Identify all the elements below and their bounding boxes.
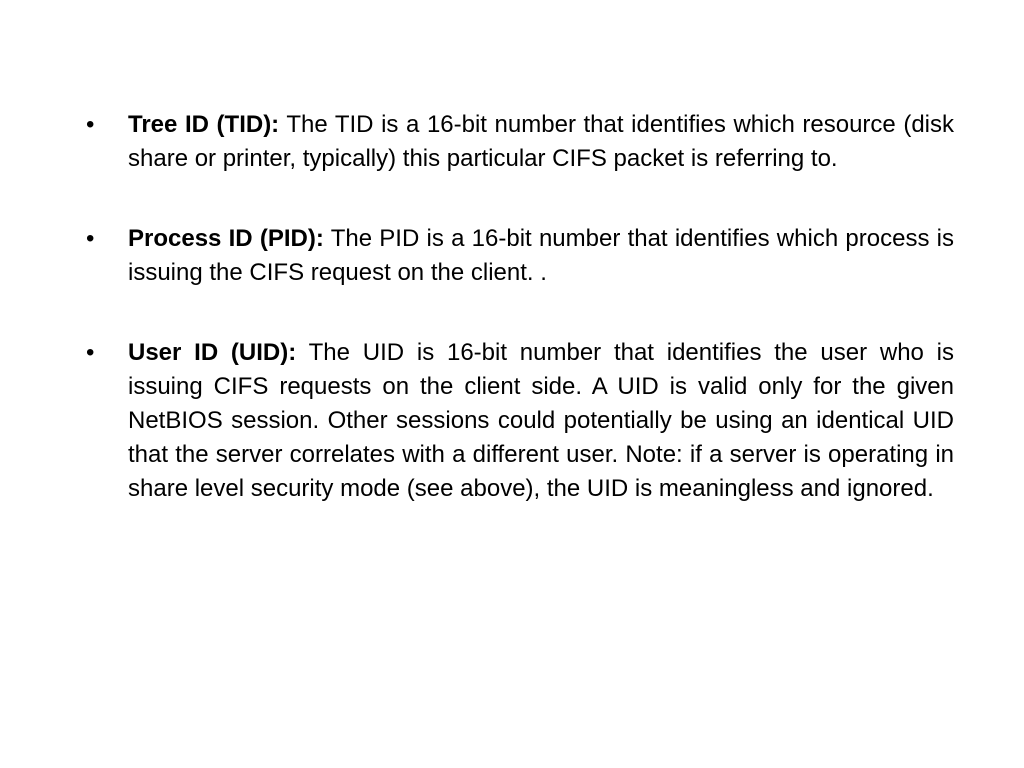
bullet-marker: • bbox=[86, 111, 95, 138]
bullet-term: Process ID (PID): bbox=[128, 225, 324, 252]
bullet-item-pid bbox=[84, 222, 954, 290]
bullet-description: The TID is a 16-bit number that identifies which resource (disk share or printer, typically) this particular CIFS packet is referring to. bbox=[128, 111, 955, 172]
bullet-description: The PID is a 16-bit number that identifies which process is issuing the CIFS request on the client. . bbox=[128, 225, 955, 286]
bullet-marker: • bbox=[86, 339, 95, 366]
bullet-item-tid bbox=[84, 108, 954, 176]
bullet-list bbox=[84, 108, 954, 506]
bullet-description: The UID is 16-bit number that identifies the user who is issuing CIFS requests on the client side. A UID is valid only for the given NetBIOS session. Other sessions could potentially be using an identical UID that the server correlates with a different user. Note: if a server is operating in share level security mode (see above), the UID is meaningless and ignored. bbox=[128, 339, 955, 502]
bullet-text bbox=[128, 108, 954, 176]
bullet-text bbox=[128, 336, 954, 506]
bullet-item-uid bbox=[84, 336, 954, 506]
bullet-term: Tree ID (TID): bbox=[128, 111, 280, 138]
bullet-text bbox=[128, 222, 954, 290]
bullet-marker: • bbox=[86, 225, 95, 252]
bullet-term: User ID (UID): bbox=[128, 339, 297, 366]
